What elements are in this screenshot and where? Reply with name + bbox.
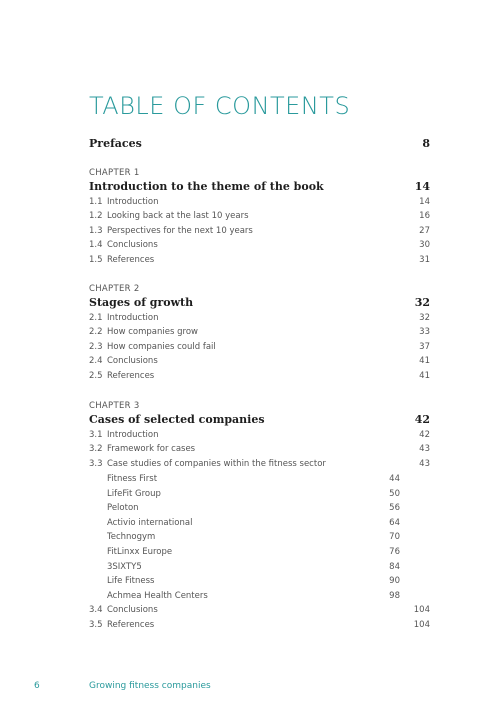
toc-item-page: 16 bbox=[419, 211, 430, 221]
toc-item-num: 2.2 bbox=[89, 327, 103, 337]
toc-item-num: 2.4 bbox=[89, 356, 103, 366]
toc-item-label: Framework for cases bbox=[107, 444, 196, 454]
toc-subitem-page: 98 bbox=[389, 591, 400, 601]
toc-prefaces[interactable] bbox=[89, 137, 430, 150]
toc-item-num: 3.2 bbox=[89, 444, 103, 454]
toc-item-label: Introduction bbox=[107, 430, 159, 440]
toc-subitem-page: 76 bbox=[389, 547, 400, 557]
chapter-title[interactable] bbox=[89, 180, 430, 193]
toc-item-page: 32 bbox=[419, 313, 430, 323]
toc-item-num: 3.1 bbox=[89, 430, 103, 440]
chapter-title-text: Stages of growth bbox=[89, 296, 194, 309]
chapter-page: 14 bbox=[414, 180, 430, 193]
toc-item-label: Case studies of companies within the fitness sector bbox=[107, 459, 326, 469]
toc-prefaces-label: Prefaces bbox=[89, 137, 142, 150]
toc-item-num: 2.5 bbox=[89, 371, 103, 381]
toc-item-page: 31 bbox=[419, 255, 430, 265]
toc-item-page: 14 bbox=[419, 197, 430, 207]
toc-item-label: References bbox=[107, 620, 155, 630]
toc-subitem-label: Technogym bbox=[107, 532, 156, 542]
chapter-title[interactable] bbox=[89, 413, 430, 426]
toc-item-label: Perspectives for the next 10 years bbox=[107, 226, 253, 236]
toc-item-num: 3.3 bbox=[89, 459, 103, 469]
toc-subitem-label: Fitness First bbox=[107, 474, 158, 484]
toc-subitem-label: Achmea Health Centers bbox=[107, 591, 208, 601]
toc-subitem-label: FitLinxx Europe bbox=[107, 547, 173, 557]
page-title: TABLE OF CONTENTS bbox=[89, 92, 351, 120]
toc-subitem-page: 70 bbox=[389, 532, 400, 542]
chapter-page: 32 bbox=[414, 296, 430, 309]
toc-subitem-page: 50 bbox=[389, 489, 400, 499]
toc-item-num: 3.5 bbox=[89, 620, 103, 630]
toc-item-label: Conclusions bbox=[107, 240, 158, 250]
toc-item-num: 1.3 bbox=[89, 226, 103, 236]
toc-item-page: 42 bbox=[419, 430, 430, 440]
toc-item-page: 33 bbox=[419, 327, 430, 337]
toc-item-num: 1.2 bbox=[89, 211, 103, 221]
toc-item-page: 30 bbox=[419, 240, 430, 250]
toc-item-label: References bbox=[107, 255, 155, 265]
toc-item-num: 1.5 bbox=[89, 255, 103, 265]
toc-item-label: References bbox=[107, 371, 155, 381]
toc-item-page: 43 bbox=[419, 444, 430, 454]
toc-item-label: How companies grow bbox=[107, 327, 198, 337]
chapter-title-text: Cases of selected companies bbox=[89, 413, 265, 426]
chapter-title-text: Introduction to the theme of the book bbox=[89, 180, 324, 193]
toc-item-label: Conclusions bbox=[107, 356, 158, 366]
toc-subitem-label: Peloton bbox=[107, 503, 139, 513]
toc-prefaces-page: 8 bbox=[422, 137, 430, 150]
toc-item-label: Introduction bbox=[107, 197, 159, 207]
toc-item-label: Introduction bbox=[107, 313, 159, 323]
toc-item-page: 104 bbox=[413, 605, 430, 615]
toc-subitem-label: Life Fitness bbox=[107, 576, 155, 586]
toc-item-page: 43 bbox=[419, 459, 430, 469]
toc-subitem-page: 90 bbox=[389, 576, 400, 586]
toc-subitem-label: LifeFit Group bbox=[107, 489, 161, 499]
chapter-page: 42 bbox=[414, 413, 430, 426]
toc-item-label: How companies could fail bbox=[107, 342, 216, 352]
toc-item-num: 2.1 bbox=[89, 313, 103, 323]
toc-item-page: 37 bbox=[419, 342, 430, 352]
toc-item-num: 1.4 bbox=[89, 240, 103, 250]
toc-item-page: 41 bbox=[419, 356, 430, 366]
toc-item-label: Conclusions bbox=[107, 605, 158, 615]
toc-subitem-page: 44 bbox=[389, 474, 400, 484]
toc-item-page: 41 bbox=[419, 371, 430, 381]
toc-item-label: Looking back at the last 10 years bbox=[107, 211, 249, 221]
toc-subitem-label: 3SIXTY5 bbox=[107, 562, 142, 572]
toc-item-num: 1.1 bbox=[89, 197, 103, 207]
toc-subitem-page: 64 bbox=[389, 518, 400, 528]
toc-subitem-label: Activio international bbox=[107, 518, 193, 528]
footer-book-title: Growing fitness companies bbox=[89, 681, 211, 691]
chapter-label: CHAPTER 3 bbox=[89, 401, 140, 411]
footer-page-number: 6 bbox=[34, 681, 40, 691]
toc-item-num: 2.3 bbox=[89, 342, 103, 352]
toc-item-page: 27 bbox=[419, 226, 430, 236]
chapter-title[interactable] bbox=[89, 296, 430, 309]
toc-item-page: 104 bbox=[413, 620, 430, 630]
chapter-label: CHAPTER 1 bbox=[89, 168, 140, 178]
toc-subitem-page: 56 bbox=[389, 503, 400, 513]
toc-subitem-page: 84 bbox=[389, 562, 400, 572]
toc-item-num: 3.4 bbox=[89, 605, 103, 615]
chapter-label: CHAPTER 2 bbox=[89, 284, 140, 294]
